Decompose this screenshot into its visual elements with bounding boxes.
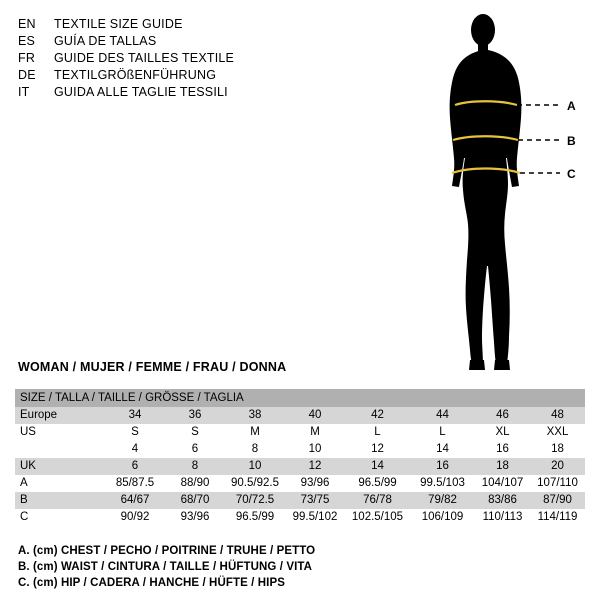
table-row [15, 509, 585, 526]
language-text-fr: GUIDE DES TAILLES TEXTILE [54, 51, 235, 65]
cell: 88/90 [165, 475, 225, 492]
measurement-guide-lines [395, 8, 595, 373]
cell: 90.5/92.5 [225, 475, 285, 492]
cell: 107/110 [530, 475, 585, 492]
cell: 99.5/102 [285, 509, 345, 526]
cell: 73/75 [285, 492, 345, 509]
cell: 90/92 [105, 509, 165, 526]
cell: 6 [165, 441, 225, 458]
cell: M [285, 424, 345, 441]
row-label: UK [15, 458, 105, 475]
row-label: C [15, 509, 105, 526]
cell: 64/67 [105, 492, 165, 509]
language-text-de: TEXTILGRÖßENFÜHRUNG [54, 68, 217, 82]
cell: 8 [225, 441, 285, 458]
cell: XXL [530, 424, 585, 441]
cell: 102.5/105 [345, 509, 410, 526]
table-header-row [15, 389, 585, 407]
cell: 99.5/103 [410, 475, 475, 492]
legend-row-b: B. (cm) WAIST / CINTURA / TAILLE / HÜFTUNG / VITA [18, 561, 313, 573]
row-label: Europe [15, 407, 105, 424]
cell: 106/109 [410, 509, 475, 526]
size-table [15, 389, 585, 526]
language-row-de [18, 67, 348, 84]
cell: 6 [105, 458, 165, 475]
language-text-es: GUÍA DE TALLAS [54, 34, 157, 48]
figure-label-b: B [567, 134, 576, 148]
cell: L [345, 424, 410, 441]
section-title: WOMAN / MUJER / FEMME / FRAU / DONNA [18, 360, 287, 374]
table-header-label: SIZE / TALLA / TAILLE / GRÖSSE / TAGLIA [15, 389, 585, 407]
cell: 44 [410, 407, 475, 424]
cell: 96.5/99 [345, 475, 410, 492]
cell: 4 [105, 441, 165, 458]
cell: 83/86 [475, 492, 530, 509]
cell: 38 [225, 407, 285, 424]
cell: 87/90 [530, 492, 585, 509]
language-row-it [18, 84, 348, 101]
cell: 34 [105, 407, 165, 424]
figure-label-a: A [567, 99, 576, 113]
table-row [15, 424, 585, 441]
table-row [15, 407, 585, 424]
table-row [15, 441, 585, 458]
language-row-es [18, 33, 348, 50]
language-list [18, 16, 348, 101]
table-row [15, 458, 585, 475]
legend-row-c: C. (cm) HIP / CADERA / HANCHE / HÜFTE / HIPS [18, 577, 286, 589]
cell: 110/113 [475, 509, 530, 526]
cell: 76/78 [345, 492, 410, 509]
row-label: US [15, 424, 105, 441]
cell: 10 [285, 441, 345, 458]
measurement-legend [18, 543, 578, 591]
cell: 42 [345, 407, 410, 424]
row-label: B [15, 492, 105, 509]
cell: M [225, 424, 285, 441]
cell: 85/87.5 [105, 475, 165, 492]
figure-label-c: C [567, 167, 576, 181]
cell: 18 [475, 458, 530, 475]
language-code-en: EN [18, 17, 36, 31]
language-text-en: TEXTILE SIZE GUIDE [54, 17, 183, 31]
cell: S [165, 424, 225, 441]
language-row-fr [18, 50, 348, 67]
cell: 48 [530, 407, 585, 424]
cell: 10 [225, 458, 285, 475]
language-code-fr: FR [18, 51, 36, 65]
table-row [15, 492, 585, 509]
cell: 104/107 [475, 475, 530, 492]
measurement-figure [395, 8, 595, 373]
cell: 68/70 [165, 492, 225, 509]
cell: S [105, 424, 165, 441]
cell: 12 [285, 458, 345, 475]
cell: 36 [165, 407, 225, 424]
cell: 18 [530, 441, 585, 458]
cell: L [410, 424, 475, 441]
language-code-it: IT [18, 85, 30, 99]
cell: 114/119 [530, 509, 585, 526]
language-code-es: ES [18, 34, 36, 48]
cell: 93/96 [285, 475, 345, 492]
cell: 40 [285, 407, 345, 424]
language-text-it: GUIDA ALLE TAGLIE TESSILI [54, 85, 228, 99]
cell: 96.5/99 [225, 509, 285, 526]
legend-row-a: A. (cm) CHEST / PECHO / POITRINE / TRUHE / PETTO [18, 545, 316, 557]
cell: 93/96 [165, 509, 225, 526]
cell: 46 [475, 407, 530, 424]
cell: 12 [345, 441, 410, 458]
cell: 16 [410, 458, 475, 475]
language-code-de: DE [18, 68, 36, 82]
cell: 70/72.5 [225, 492, 285, 509]
cell: 16 [475, 441, 530, 458]
cell: 79/82 [410, 492, 475, 509]
cell: 8 [165, 458, 225, 475]
row-label [15, 441, 105, 458]
table-row [15, 475, 585, 492]
cell: 20 [530, 458, 585, 475]
cell: XL [475, 424, 530, 441]
language-row-en [18, 16, 348, 33]
cell: 14 [345, 458, 410, 475]
cell: 14 [410, 441, 475, 458]
row-label: A [15, 475, 105, 492]
